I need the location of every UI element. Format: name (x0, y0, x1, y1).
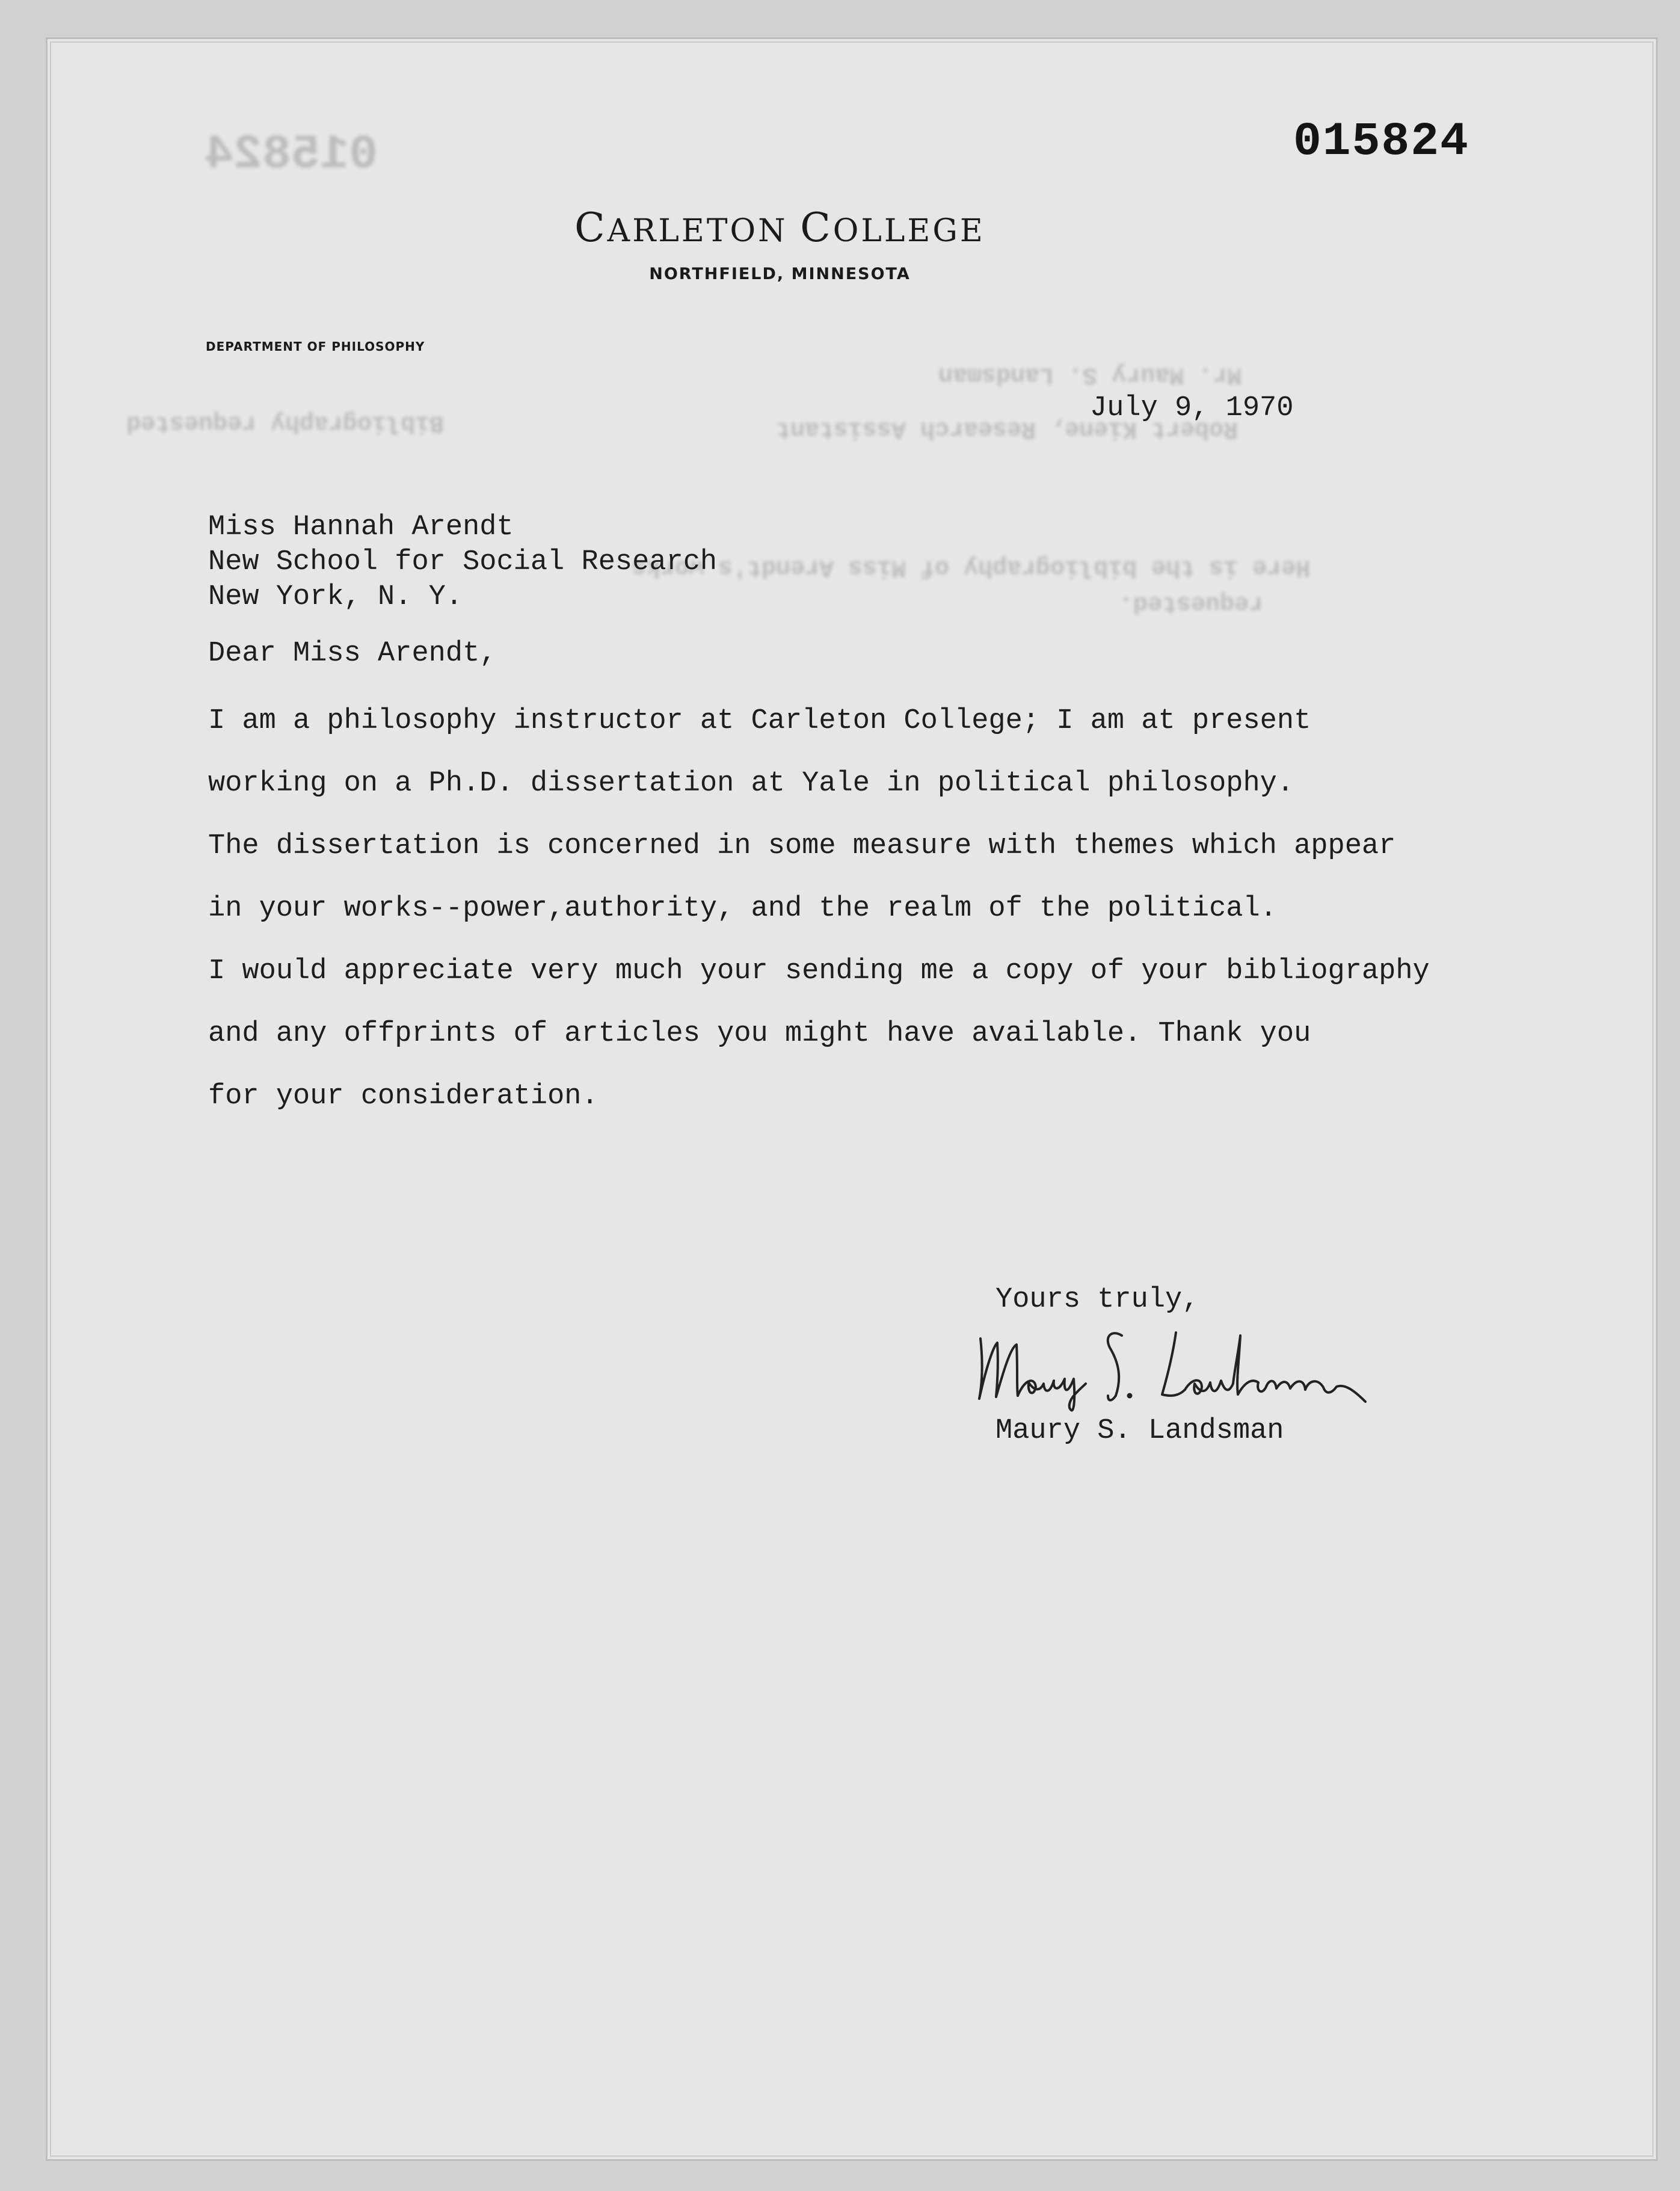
body-line: in your works--power,authority, and the realm of the political. (208, 893, 1277, 925)
bleed-through-number: 015824 (205, 128, 378, 182)
signer-name: Maury S. Landsman (995, 1415, 1284, 1447)
document-number: 015824 (1293, 116, 1469, 168)
closing: Yours truly, (995, 1284, 1199, 1316)
bleed-through-text: Here is the bibliography of Miss Arendt's works (632, 553, 1311, 581)
bleed-through-text: requested. (1119, 590, 1264, 617)
body-line: and any offprints of articles you might have available. Thank you (208, 1018, 1311, 1050)
bleed-through-text: Robert Kiene, Research Assistant (776, 415, 1238, 442)
recipient-name: Miss Hannah Arendt (208, 511, 514, 543)
salutation: Dear Miss Arendt, (208, 638, 497, 670)
bleed-through-text: Bibliography requested (126, 409, 445, 436)
bleed-through-text: Mr. Maury S. Landsman (938, 361, 1242, 388)
body-line: working on a Ph.D. dissertation at Yale in political philosophy. (208, 768, 1294, 800)
body-line: The dissertation is concerned in some measure with themes which appear (208, 830, 1396, 862)
recipient-address (208, 510, 717, 615)
letterhead-institution: CARLETON COLLEGE (574, 205, 985, 251)
recipient-organization: New School for Social Research (208, 546, 718, 578)
letterhead-department: DEPARTMENT OF PHILOSOPHY (206, 339, 425, 354)
handwritten-signature (968, 1311, 1389, 1414)
letter-date: July 9, 1970 (1090, 392, 1294, 424)
recipient-city: New York, N. Y. (208, 581, 463, 613)
body-line: I am a philosophy instructor at Carleton College; I am at present (208, 705, 1311, 737)
body-line: for your consideration. (208, 1080, 598, 1112)
body-line: I would appreciate very much your sending me a copy of your bibliography (208, 955, 1430, 987)
letterhead-location: NORTHFIELD, MINNESOTA (649, 265, 911, 283)
